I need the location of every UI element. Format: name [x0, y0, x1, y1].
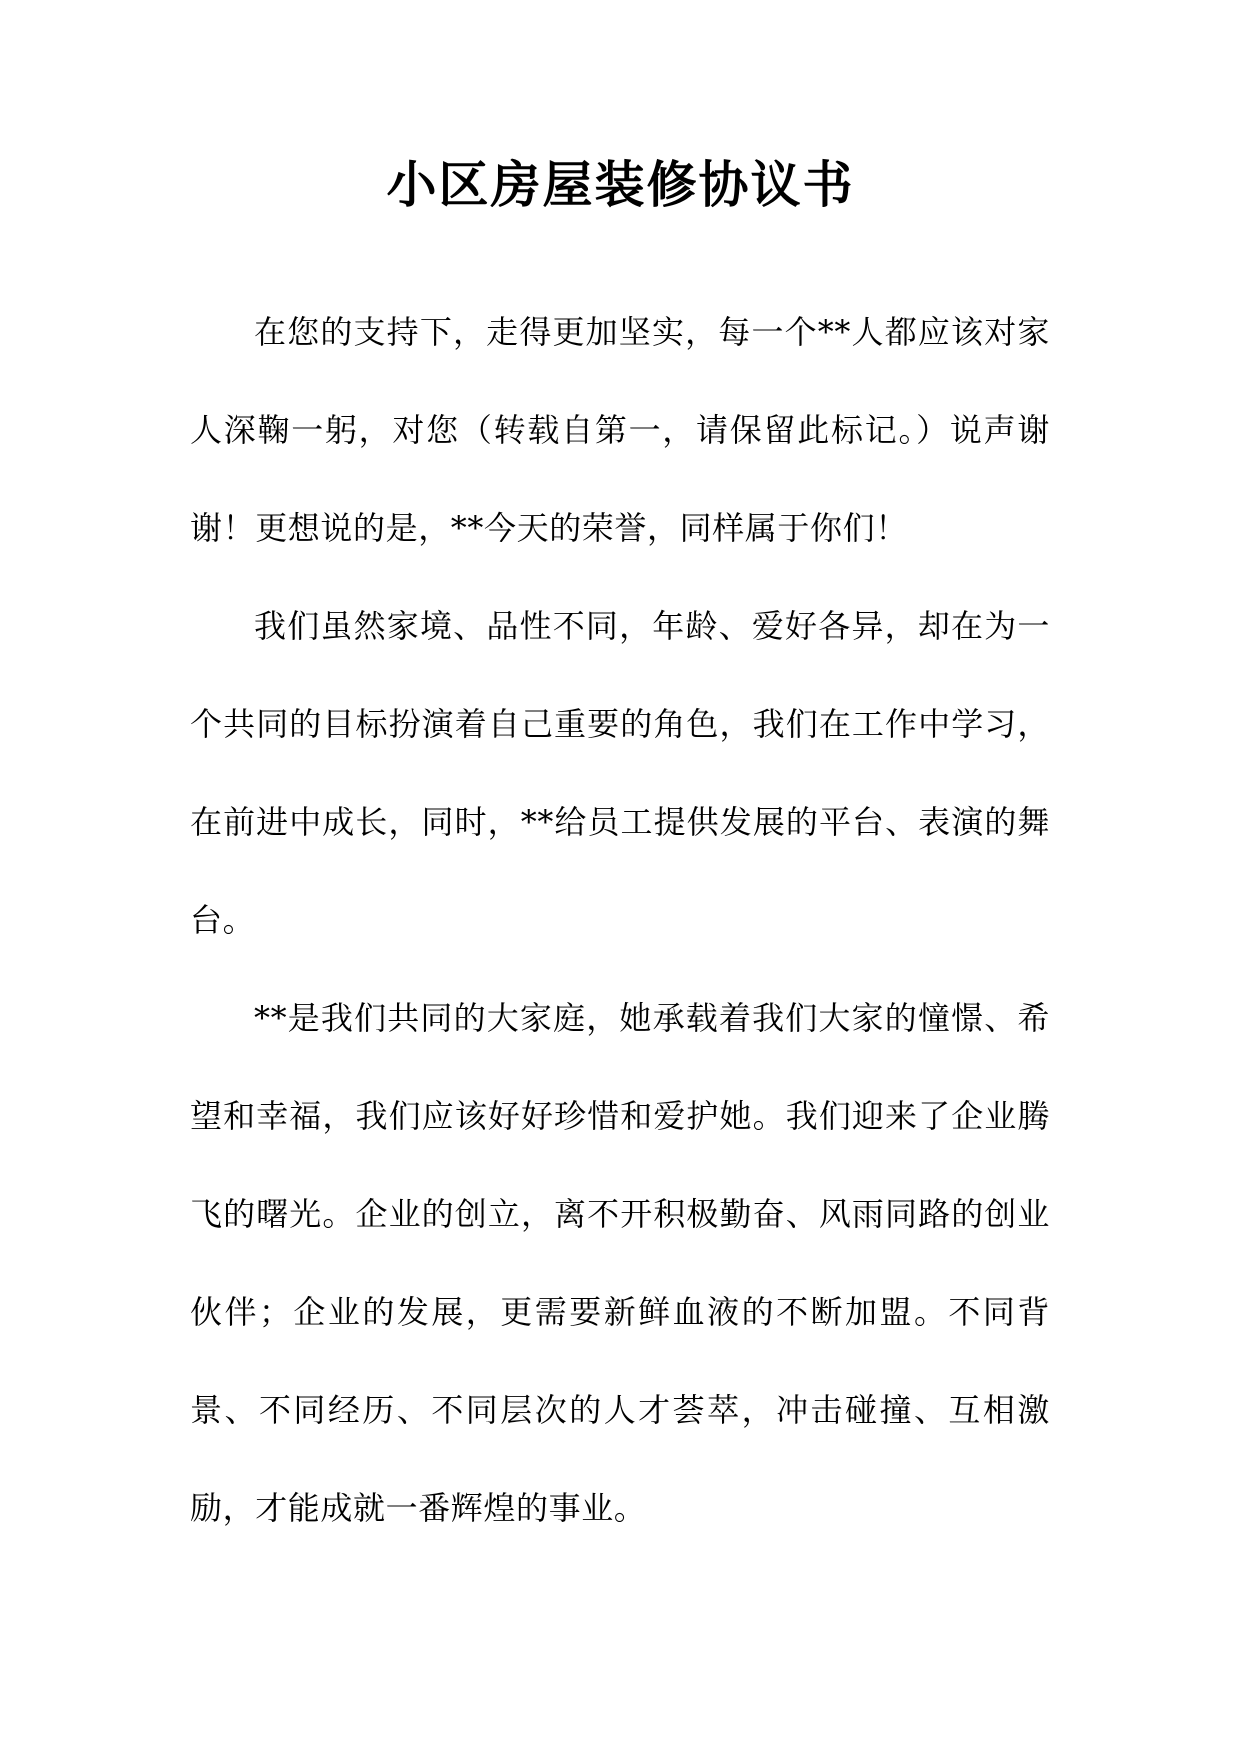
paragraph-2: 我们虽然家境、品性不同，年龄、爱好各异，却在为一个共同的目标扮演着自己重要的角色，我们在工作中学习，在前进中成长，同时，**给员工提供发展的平台、表演的舞台。	[190, 607, 1050, 939]
paragraph-3: **是我们共同的大家庭，她承载着我们大家的憧憬、希望和幸福，我们应该好好珍惜和爱护她。我们迎来了企业腾飞的曙光。企业的创立，离不开积极勤奋、风雨同路的创业伙伴；企业的发展，更需要新鲜血液的不断加盟。不同背景、不同经历、不同层次的人才荟萃，冲击碰撞、互相激励，才能成就一番辉煌的事业。	[190, 999, 1050, 1527]
document-title: 小区房屋装修协议书	[386, 155, 855, 214]
paragraph-1: 在您的支持下，走得更加坚实，每一个**人都应该对家人深鞠一躬，对您（转载自第一，请保留此标记。）说声谢谢！更想说的是，**今天的荣誉，同样属于你们！	[190, 313, 1050, 547]
